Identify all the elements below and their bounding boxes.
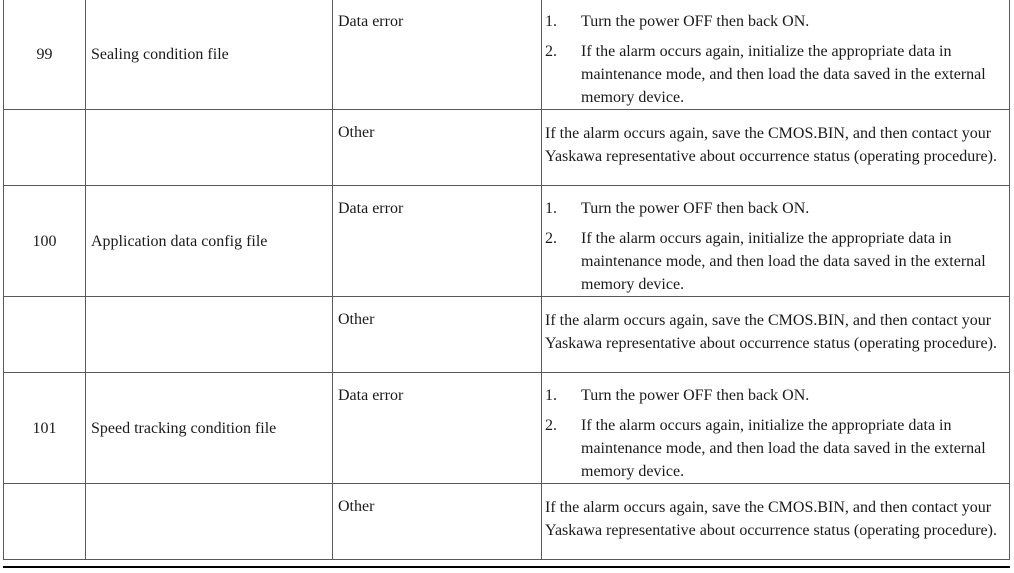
data-name-cell-empty	[86, 110, 333, 186]
remedy-step	[545, 197, 1003, 220]
table-row	[4, 0, 1010, 110]
cause-cell: Other	[333, 297, 542, 373]
step-text: If the alarm occurs again, initialize the appropriate data in maintenance mode, and then load the data saved in the external memory device.	[581, 417, 986, 480]
remedy-cell: If the alarm occurs again, save the CMOS.BIN, and then contact your Yaskawa representative about occurrence status (operating procedure).	[542, 110, 1010, 186]
remedy-cell	[542, 373, 1010, 484]
remedy-cell	[542, 186, 1010, 297]
step-number: 1.	[545, 13, 557, 30]
cause-cell: Other	[333, 110, 542, 186]
remedy-step	[545, 384, 1003, 407]
step-text: Turn the power OFF then back ON.	[581, 200, 810, 217]
remedy-step	[545, 40, 1003, 109]
data-name-cell-empty	[86, 484, 333, 560]
table-row	[4, 186, 1010, 297]
sub-code-cell: 100	[4, 186, 86, 297]
sub-code-cell-empty	[4, 297, 86, 373]
alarm-table	[3, 0, 1010, 560]
step-number: 2.	[545, 230, 557, 247]
step-number: 2.	[545, 417, 557, 434]
sub-code-cell-empty	[4, 484, 86, 560]
data-name-cell: Speed tracking condition file	[86, 373, 333, 484]
remedy-cell	[542, 0, 1010, 110]
cause-cell: Data error	[333, 0, 542, 110]
table-row	[4, 484, 1010, 560]
step-text: Turn the power OFF then back ON.	[581, 13, 810, 30]
step-number: 1.	[545, 200, 557, 217]
step-text: If the alarm occurs again, initialize the appropriate data in maintenance mode, and then load the data saved in the external memory device.	[581, 43, 986, 106]
step-text: If the alarm occurs again, initialize the appropriate data in maintenance mode, and then load the data saved in the external memory device.	[581, 230, 986, 293]
data-name-cell: Sealing condition file	[86, 0, 333, 110]
remedy-step	[545, 414, 1003, 483]
bottom-rule	[3, 566, 1010, 568]
data-name-cell-empty	[86, 297, 333, 373]
table-row	[4, 110, 1010, 186]
table-row	[4, 297, 1010, 373]
remedy-cell: If the alarm occurs again, save the CMOS.BIN, and then contact your Yaskawa representative about occurrence status (operating procedure).	[542, 484, 1010, 560]
remedy-step	[545, 10, 1003, 33]
cause-cell: Data error	[333, 186, 542, 297]
remedy-step	[545, 227, 1003, 296]
sub-code-cell: 101	[4, 373, 86, 484]
sub-code-cell: 99	[4, 0, 86, 110]
sub-code-cell-empty	[4, 110, 86, 186]
step-number: 2.	[545, 43, 557, 60]
cause-cell: Data error	[333, 373, 542, 484]
remedy-cell: If the alarm occurs again, save the CMOS.BIN, and then contact your Yaskawa representative about occurrence status (operating procedure).	[542, 297, 1010, 373]
table-row	[4, 373, 1010, 484]
step-text: Turn the power OFF then back ON.	[581, 387, 810, 404]
cause-cell: Other	[333, 484, 542, 560]
step-number: 1.	[545, 387, 557, 404]
data-name-cell: Application data config file	[86, 186, 333, 297]
